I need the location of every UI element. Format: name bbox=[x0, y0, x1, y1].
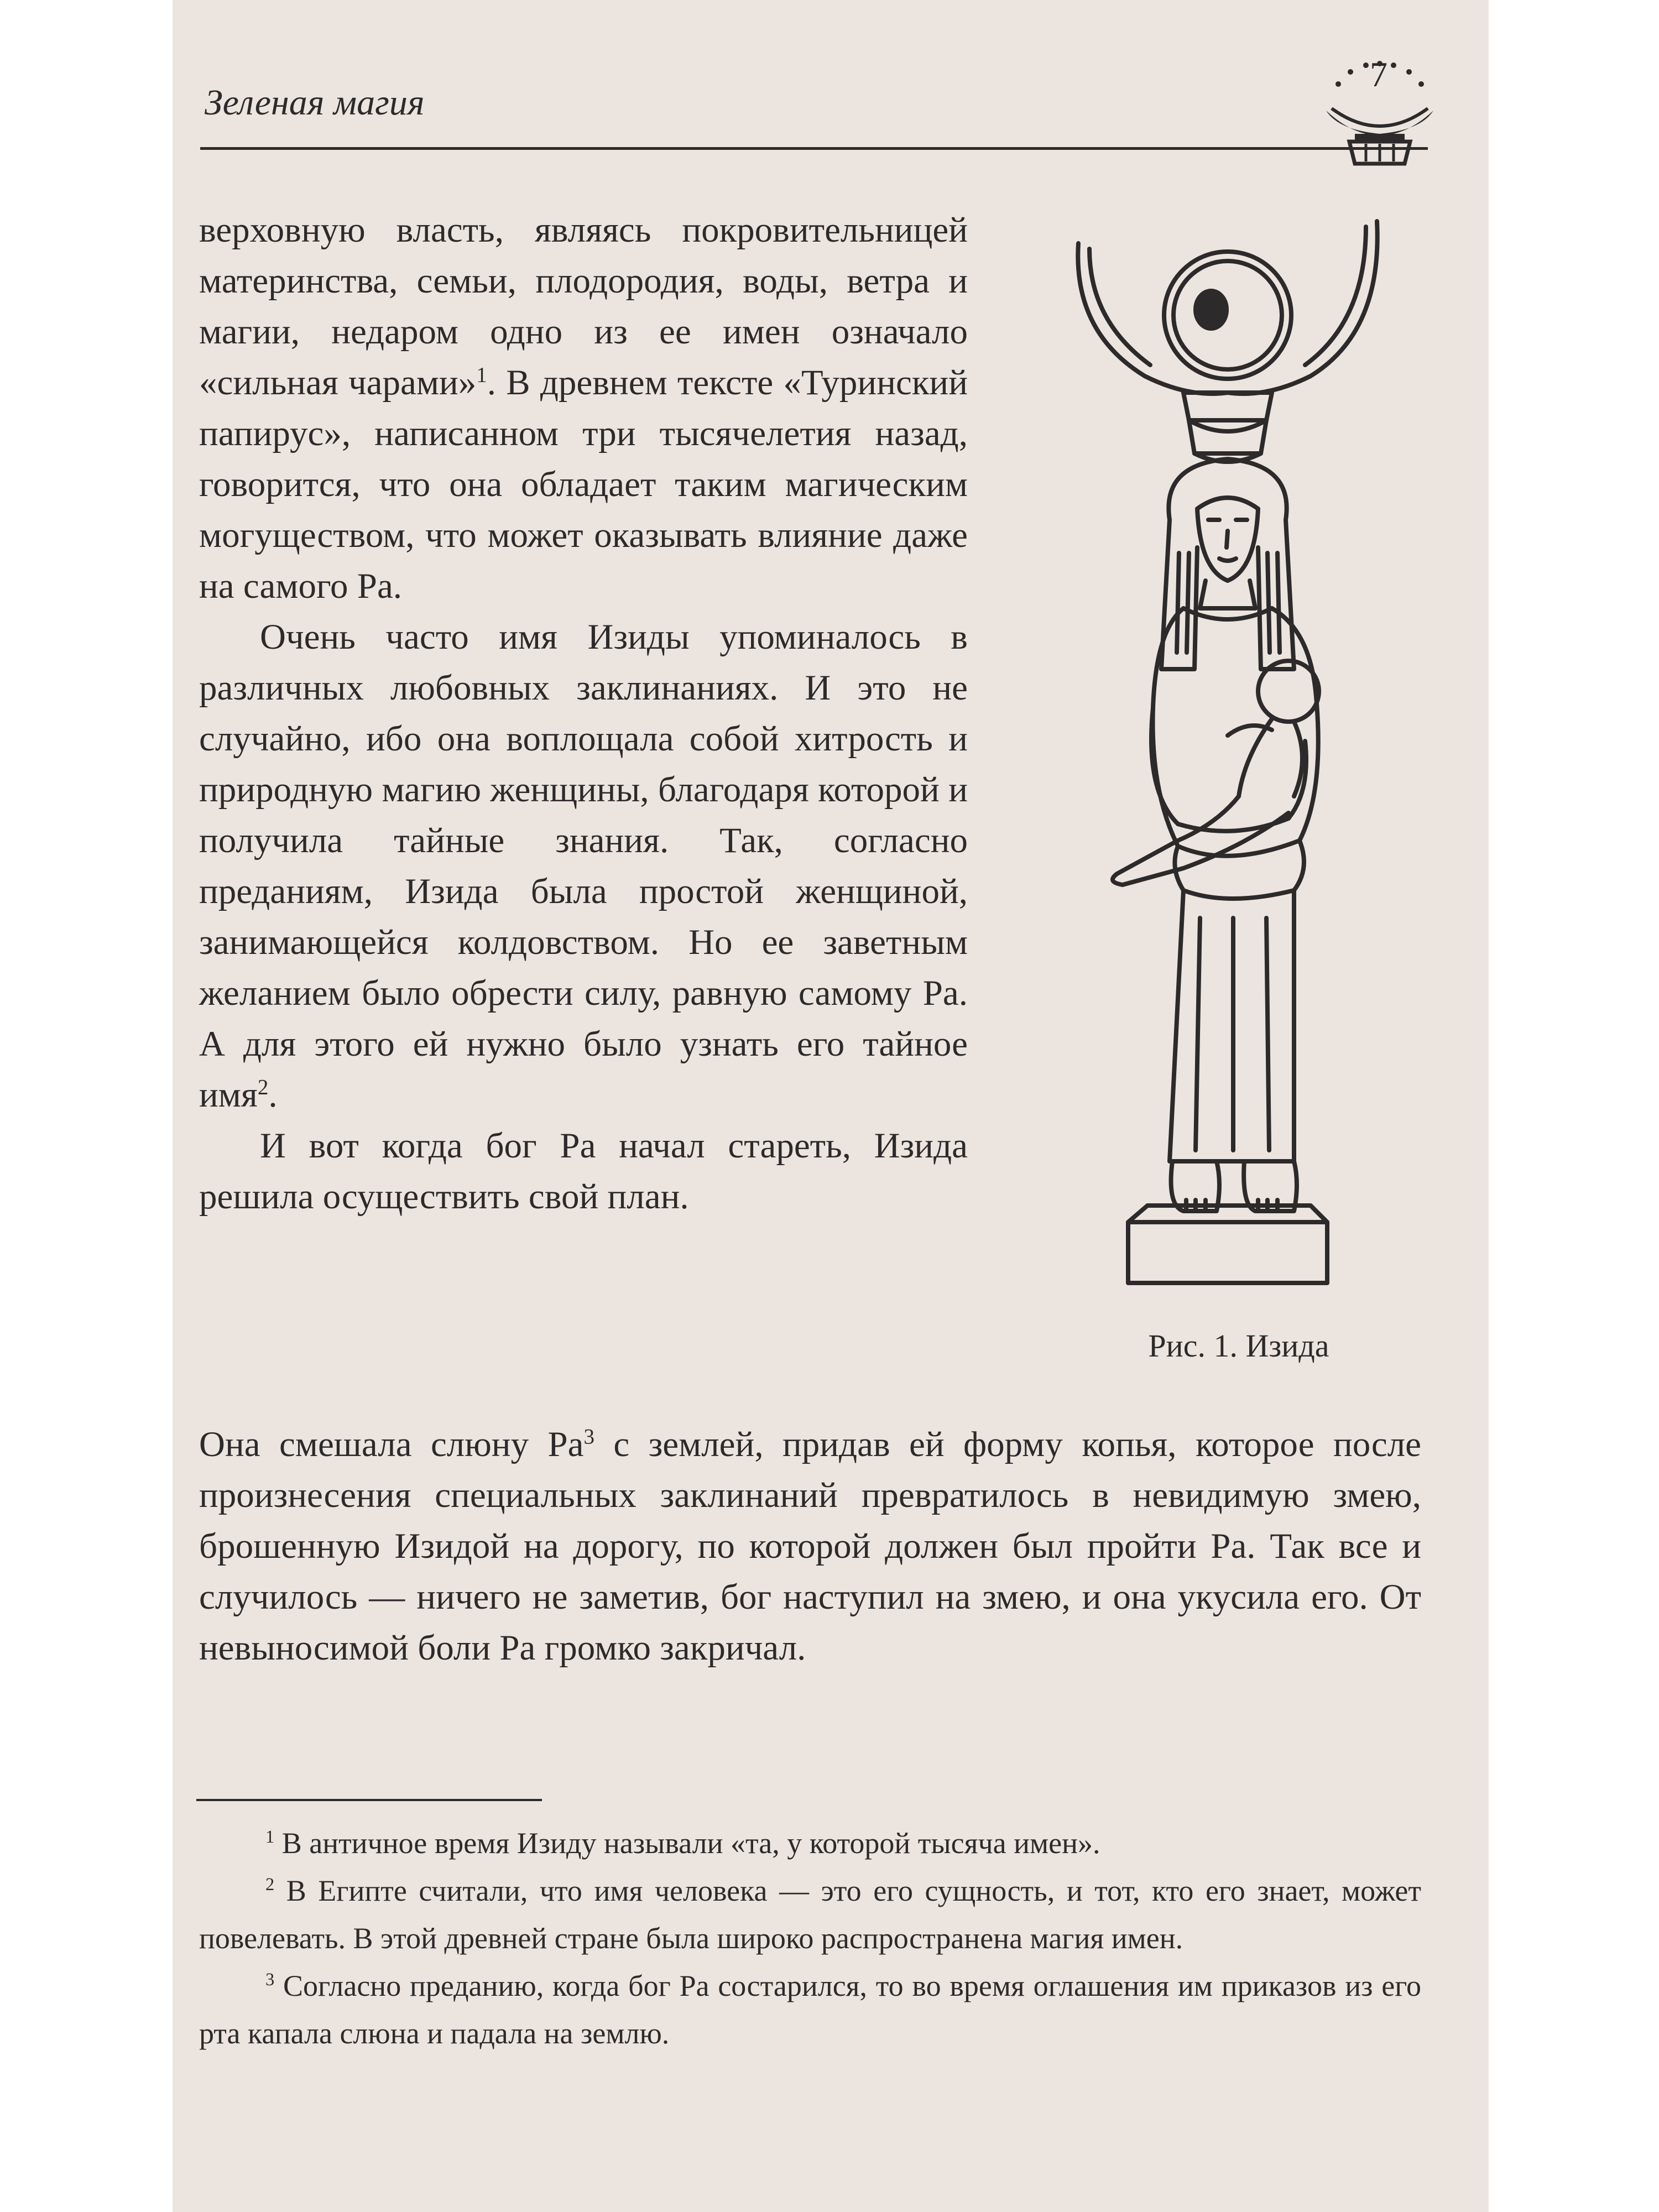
footnote-2 bbox=[199, 1867, 1421, 1962]
paragraph-2-text: Очень часто имя Изиды упоминалось в различных любовных заклинаниях. И это не случайно, ибо она воплощала собой хитрость и природную магию женщины, благодаря которой и получила тайные знания. Так, согласно преданиям, Изида была простой женщиной, занимающейся колдовством. Но ее заветным желанием было обрести силу, равную самому Ра. А для этого ей нужно было узнать его тайное имя bbox=[199, 617, 968, 1115]
footnote-3-text: Согласно преданию, когда бог Ра состарился, то во время оглашения им приказов из его рта капала слюна и падала на землю. bbox=[199, 1969, 1422, 2050]
footnote-3-marker: 3 bbox=[265, 1970, 275, 1990]
text-full-width bbox=[199, 1419, 1421, 1673]
paragraph-1-text: верховную власть, являясь покровительницей материнства, семьи, плодородия, воды, ветра и магии, недаром одно из ее имен означало «сильная чарами» bbox=[199, 210, 968, 403]
footnote-ref-2: 2 bbox=[257, 1075, 269, 1099]
page-number: 7 bbox=[1370, 55, 1387, 94]
footnotes bbox=[199, 1819, 1421, 2057]
figure-caption: Рис. 1. Изида bbox=[1148, 1328, 1329, 1364]
paragraph-3-text-cont: с землей, придав ей форму копья, которое после произнесения специальных заклинаний превратилось в невидимую змею, брошенную Изидой на дорогу, по которой должен был пройти Ра. Так все и случилось — ничего не заметив, бог наступил на змею, и она укусила его. От невыносимой боли Ра громко закричал. bbox=[199, 1425, 1421, 1668]
footnote-2-text: В Египте считали, что имя человека — это его сущность, и тот, кто его знает, может повелевать. В этой древней стране была широко распространена магия имен. bbox=[199, 1874, 1421, 1955]
footnote-3 bbox=[199, 1962, 1421, 2057]
header-rule bbox=[200, 147, 1428, 150]
paragraph-2 bbox=[199, 612, 968, 1120]
paragraph-3-cont bbox=[199, 1419, 1421, 1673]
paragraph-1 bbox=[199, 205, 968, 612]
footnote-ref-3: 3 bbox=[583, 1425, 594, 1449]
footnote-2-marker: 2 bbox=[265, 1875, 275, 1895]
footnote-rule bbox=[196, 1799, 542, 1801]
footnote-ref-1: 1 bbox=[476, 363, 487, 387]
text-column-left bbox=[199, 205, 968, 1222]
running-title: Зеленая магия bbox=[205, 82, 425, 123]
footnote-1-marker: 1 bbox=[265, 1827, 275, 1847]
paragraph-3-text: Она смешала слюну Ра bbox=[199, 1425, 584, 1464]
paragraph-3-start: И вот когда бог Ра начал стареть, Изида решила осуществить свой план. bbox=[199, 1126, 968, 1217]
isis-figure-illustration bbox=[1051, 210, 1405, 1316]
footnote-1-text: В античное время Изиду называли «та, у которой тысяча имен». bbox=[281, 1827, 1100, 1860]
paragraph-1-text-cont: . В древнем тексте «Туринский папирус», написанном три тысячелетия назад, говорится, что она обладает таким магическим могуществом, что может оказывать влияние даже на самого Ра. bbox=[199, 363, 968, 606]
paragraph-2-text-cont: . bbox=[268, 1075, 278, 1115]
footnote-1 bbox=[199, 1819, 1421, 1867]
